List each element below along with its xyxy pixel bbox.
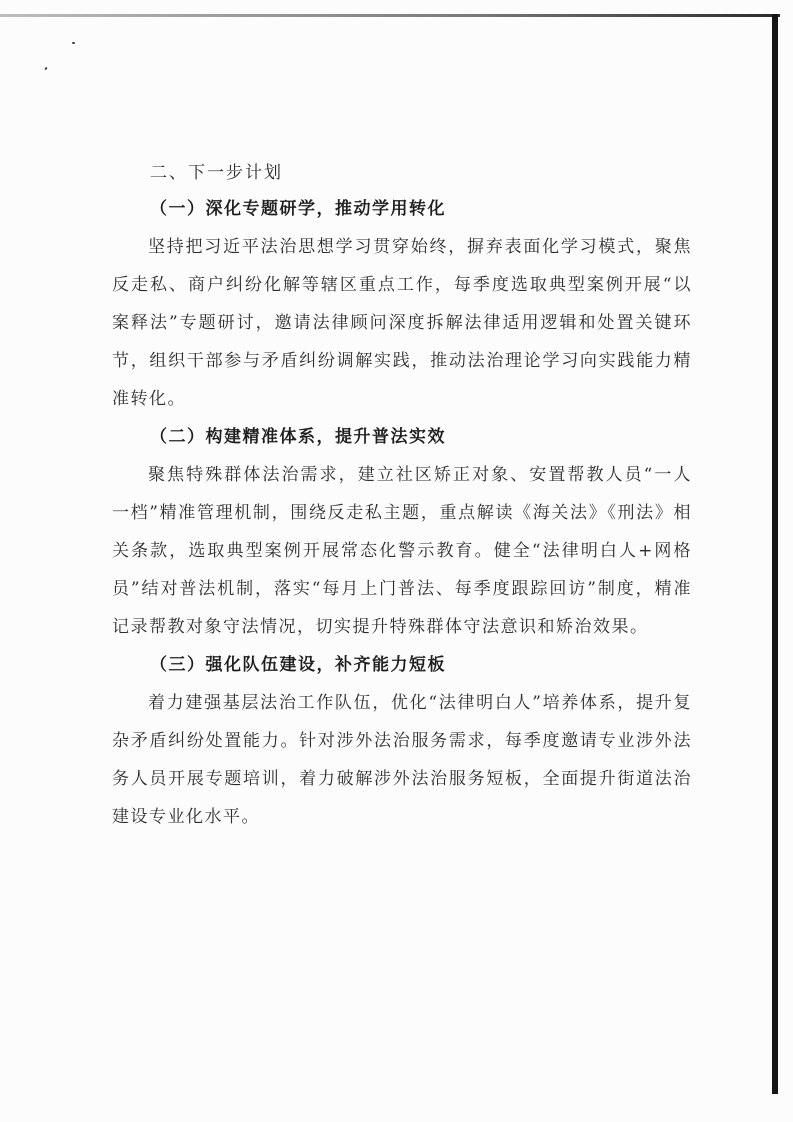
document-body bbox=[112, 158, 692, 838]
scan-speck bbox=[72, 42, 75, 44]
section-title: 二、下一步计划 bbox=[150, 163, 283, 183]
subsection-paragraph-2: 聚焦特殊群体法治需求，建立社区矫正对象、安置帮教人员“一人一档”精准管理机制，围绕反走私主题，重点解读《海关法》《刑法》相关条款，选取典型案例开展常态化警示教育。健全“法律明白人+网格员”结对普法机制，落实“每月上门普法、每季度跟踪回访”制度，精准记录帮教对象守法情况，切实提升特殊群体守法意识和矫治效果。 bbox=[112, 465, 692, 637]
scan-right-edge bbox=[772, 14, 778, 1094]
subsection-heading-1: （一）深化专题研学，推动学用转化 bbox=[150, 199, 446, 219]
scan-top-edge bbox=[0, 14, 780, 17]
scan-speck bbox=[44, 67, 47, 71]
subsection-paragraph-3: 着力建强基层法治工作队伍，优化“法律明白人”培养体系，提升复杂矛盾纠纷处置能力。针对涉外法治服务需求，每季度邀请专业涉外法务人员开展专题培训，着力破解涉外法治服务短板，全面提升街道法治建设专业化水平。 bbox=[112, 693, 692, 827]
subsection-heading-3: （三）强化队伍建设，补齐能力短板 bbox=[150, 655, 446, 675]
subsection-heading-2: （二）构建精准体系，提升普法实效 bbox=[150, 427, 446, 447]
subsection-paragraph-1: 坚持把习近平法治思想学习贯穿始终，摒弃表面化学习模式，聚焦反走私、商户纠纷化解等辖区重点工作，每季度选取典型案例开展“以案释法”专题研讨，邀请法律顾问深度拆解法律适用逻辑和处置关键环节，组织干部参与矛盾纠纷调解实践，推动法治理论学习向实践能力精准转化。 bbox=[112, 237, 692, 409]
